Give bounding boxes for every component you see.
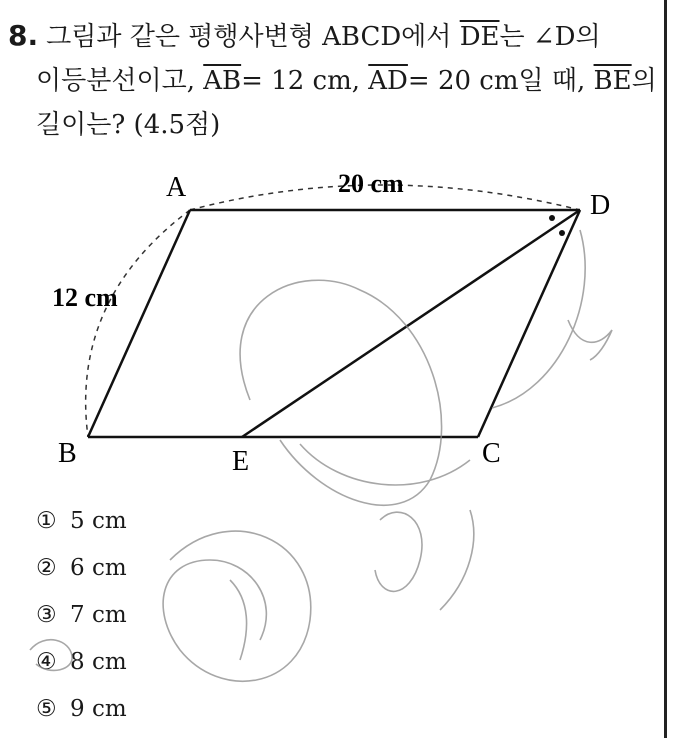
choice-3-mark: ③ bbox=[36, 602, 57, 628]
choice-2[interactable] bbox=[36, 545, 127, 592]
angle-mark-dot bbox=[549, 215, 555, 221]
choice-3[interactable] bbox=[36, 592, 127, 639]
question-line-2-text-c: = 20 cm일 때, bbox=[407, 66, 594, 96]
choice-4-text: 8 cm bbox=[70, 649, 127, 675]
choice-5-mark: ⑤ bbox=[36, 696, 57, 722]
question-line-2-text-b: = 12 cm, bbox=[241, 66, 369, 96]
choice-2-text: 6 cm bbox=[70, 555, 127, 581]
choice-1-mark: ① bbox=[36, 508, 57, 534]
angle-mark-dot bbox=[559, 230, 565, 236]
segment-ad: $\overline{AD}$ bbox=[368, 66, 408, 96]
choice-4-mark: ④ bbox=[36, 649, 57, 675]
vertex-label-d: D bbox=[590, 190, 611, 221]
vertex-label-c: C bbox=[482, 438, 501, 469]
question-line-3: 길이는? (4.5점) bbox=[36, 110, 221, 140]
question-line-2-text-d: 의 bbox=[631, 66, 657, 96]
question-line-1-text-a: 그림과 같은 평행사변형 ABCD에서 bbox=[46, 22, 460, 52]
answer-choices bbox=[36, 498, 127, 733]
question-number: 8. bbox=[8, 19, 39, 52]
choice-5[interactable] bbox=[36, 686, 127, 733]
side-ab bbox=[88, 210, 190, 437]
choice-4[interactable] bbox=[36, 639, 127, 686]
choice-3-text: 7 cm bbox=[70, 602, 127, 628]
segment-ab: $\overline{AB}$ bbox=[203, 66, 242, 96]
choice-1-text: 5 cm bbox=[70, 508, 127, 534]
vertex-label-a: A bbox=[166, 172, 187, 203]
length-label-ad: 20 cm bbox=[338, 169, 404, 198]
choice-1[interactable] bbox=[36, 498, 127, 545]
length-label-ab: 12 cm bbox=[52, 283, 118, 312]
choice-5-text: 9 cm bbox=[70, 696, 127, 722]
segment-be: $\overline{BE}$ bbox=[593, 66, 632, 96]
choice-2-mark: ② bbox=[36, 555, 57, 581]
question-line-1-text-b: 는 ∠D의 bbox=[499, 22, 601, 52]
question-line-2-text-a: 이등분선이고, bbox=[36, 66, 204, 96]
vertex-label-b: B bbox=[58, 438, 77, 469]
vertex-label-e: E bbox=[232, 446, 250, 477]
segment-de: $\overline{DE}$ bbox=[459, 22, 500, 52]
